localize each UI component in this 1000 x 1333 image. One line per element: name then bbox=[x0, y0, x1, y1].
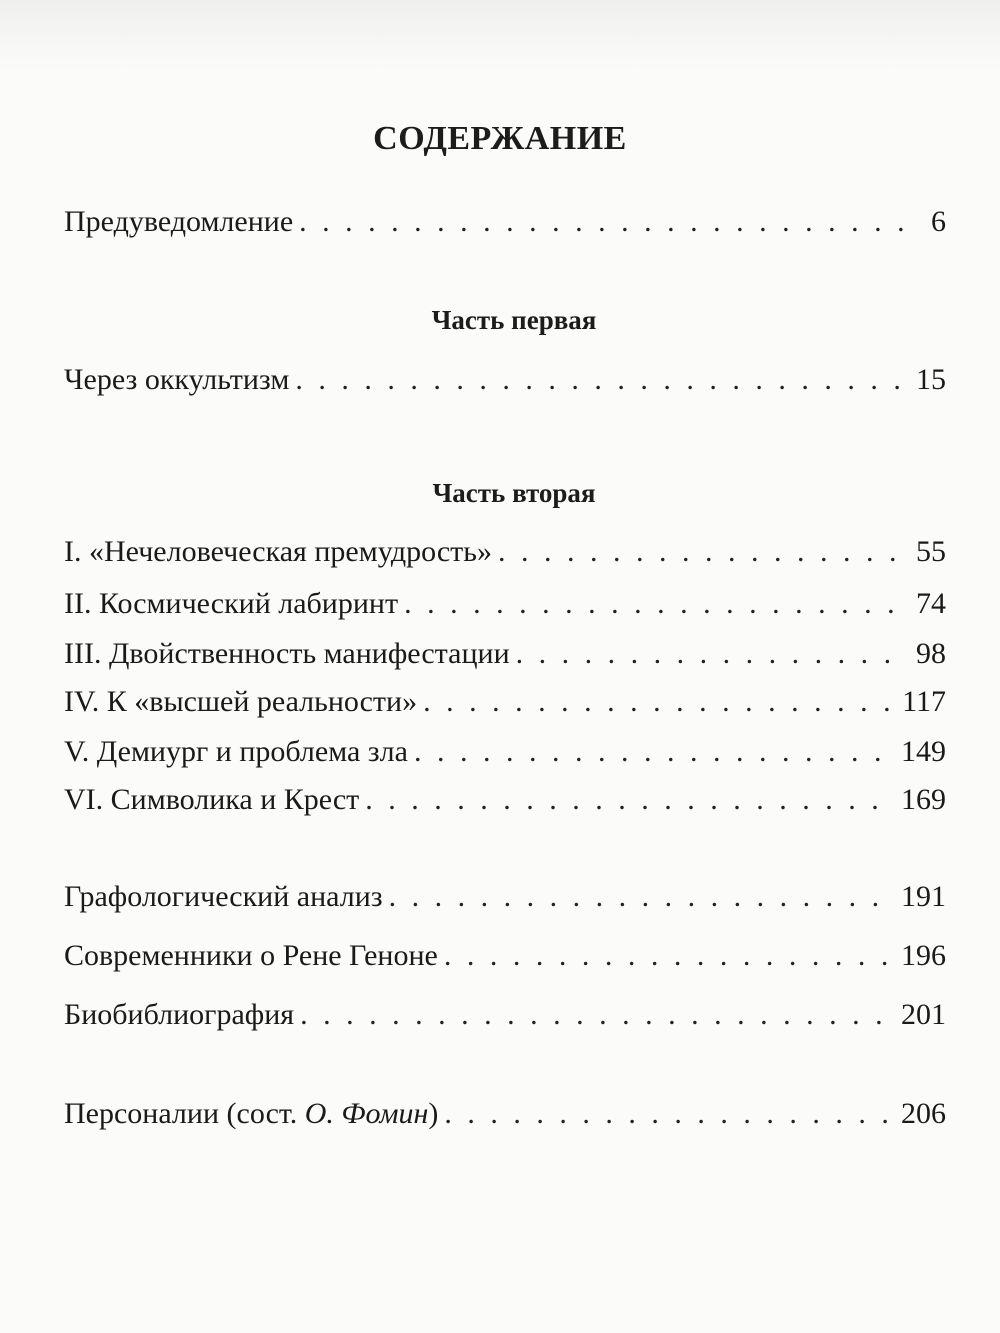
toc-entry-page: 74 bbox=[916, 587, 946, 620]
toc-entry-title: V. Демиург и проблема зла bbox=[64, 735, 408, 768]
toc-leader-dots bbox=[414, 730, 889, 774]
toc-leader-dots bbox=[365, 778, 889, 822]
toc-entry-title: I. «Нечеловеческая премудрость» bbox=[64, 535, 492, 568]
toc-entry-title: II. Космический лабиринт bbox=[64, 587, 399, 620]
toc-entry-page: 15 bbox=[916, 363, 946, 396]
contents-title: СОДЕРЖАНИЕ bbox=[373, 120, 627, 157]
toc-entry-title bbox=[64, 1092, 444, 1136]
toc-leader-dots bbox=[444, 934, 889, 978]
toc-entry-page: 149 bbox=[901, 735, 946, 768]
toc-leader-dots bbox=[444, 1092, 889, 1136]
toc-leader-dots bbox=[295, 358, 904, 402]
part-two-heading: Часть вторая bbox=[432, 478, 596, 508]
toc-leader-dots bbox=[423, 680, 890, 724]
toc-entry-page: 206 bbox=[901, 1097, 946, 1130]
toc-entry-page: 6 bbox=[931, 205, 946, 238]
toc-leader-dots bbox=[300, 993, 889, 1037]
toc-leader-dots bbox=[299, 200, 919, 244]
toc-entry-title: VI. Символика и Крест bbox=[64, 783, 360, 816]
toc-entry-title: Через оккультизм bbox=[64, 363, 290, 396]
toc-entry-title: Биобиблиография bbox=[64, 998, 295, 1031]
toc-entry-title: IV. К «высшей реальности» bbox=[64, 685, 418, 718]
toc-entry bbox=[64, 934, 946, 978]
page-top-shadow bbox=[0, 0, 1000, 70]
toc-entry bbox=[64, 875, 946, 919]
toc-entry bbox=[64, 582, 946, 626]
toc-entry-title: Графологический анализ bbox=[64, 880, 383, 913]
toc-entry-page: 98 bbox=[916, 637, 946, 670]
toc-leader-dots bbox=[516, 632, 904, 676]
toc-entry bbox=[64, 1092, 946, 1136]
toc-title-suffix: ) bbox=[428, 1097, 439, 1130]
toc-leader-dots bbox=[389, 875, 889, 919]
toc-leader-dots bbox=[404, 582, 904, 626]
toc-entry-title: Современники о Рене Геноне bbox=[64, 939, 438, 972]
toc-entry bbox=[64, 358, 946, 402]
toc-title-editor: О. Фомин bbox=[304, 1097, 429, 1130]
toc-entry-page: 196 bbox=[901, 939, 946, 972]
toc-entry-page: 55 bbox=[916, 535, 946, 568]
part-one-heading: Часть первая bbox=[431, 305, 597, 335]
toc-leader-dots bbox=[498, 530, 904, 574]
toc-entry bbox=[64, 778, 946, 822]
toc-entry-page: 201 bbox=[901, 998, 946, 1031]
toc-entry-page: 117 bbox=[902, 685, 946, 718]
toc-entry bbox=[64, 200, 946, 244]
toc-entry-title: Предуведомление bbox=[64, 205, 294, 238]
toc-title-prefix: Персоналии (сост. bbox=[64, 1097, 305, 1130]
toc-entry bbox=[64, 530, 946, 574]
toc-entry-page: 169 bbox=[901, 783, 946, 816]
toc-entry bbox=[64, 730, 946, 774]
toc-entry bbox=[64, 993, 946, 1037]
toc-entry-title: III. Двойственность манифестации bbox=[64, 637, 510, 670]
toc-entry-page: 191 bbox=[901, 880, 946, 913]
toc-entry bbox=[64, 632, 946, 676]
toc-entry bbox=[64, 680, 946, 724]
